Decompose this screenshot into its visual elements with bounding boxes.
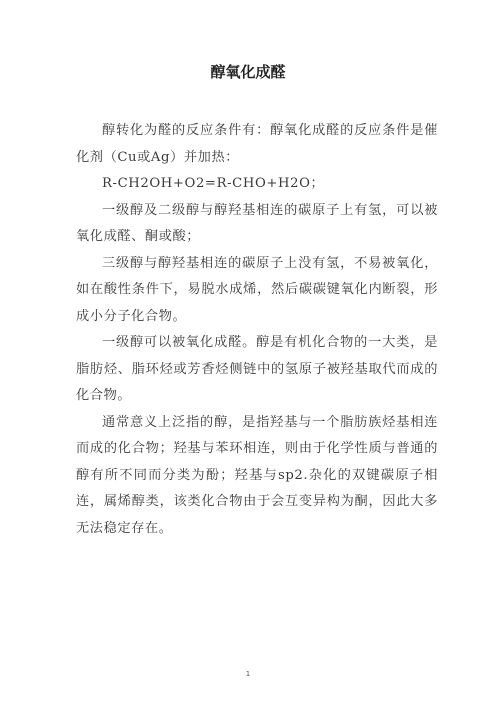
page-number: 1 <box>245 670 251 678</box>
paragraph-1: 醇转化为醛的反应条件有：醇氧化成醛的反应条件是催化剂（Cu或Ag）并加热： <box>76 123 438 165</box>
document-body <box>76 118 438 542</box>
paragraph-6: 通常意义上泛指的醇，是指羟基与一个脂肪族烃基相连而成的化合物；羟基与苯环相连，则由于化学性质与普通的醇有所不同而分类为酚；羟基与sp2.杂化的双键碳原子相连，属烯醇类，该类化合物由于会互变异构为酮，因此大多无法稳定存在。 <box>76 414 438 536</box>
paragraph-5: 一级醇可以被氧化成醛。醇是有机化合物的一大类，是脂肪烃、脂环烃或芳香烃侧链中的氢原子被羟基取代而成的化合物。 <box>76 335 438 403</box>
paragraph-3: 一级醇及二级醇与醇羟基相连的碳原子上有氢，可以被氧化成醛、酮或酸； <box>76 202 438 244</box>
paragraph-4: 三级醇与醇羟基相连的碳原子上没有氢，不易被氧化，如在酸性条件下，易脱水成烯，然后碳碳键氧化内断裂，形成小分子化合物。 <box>76 255 438 324</box>
paragraph-equation: R-CH2OH+O2=R-CHO+H2O； <box>102 176 325 191</box>
document-title: 醇氧化成醛 <box>210 63 286 81</box>
